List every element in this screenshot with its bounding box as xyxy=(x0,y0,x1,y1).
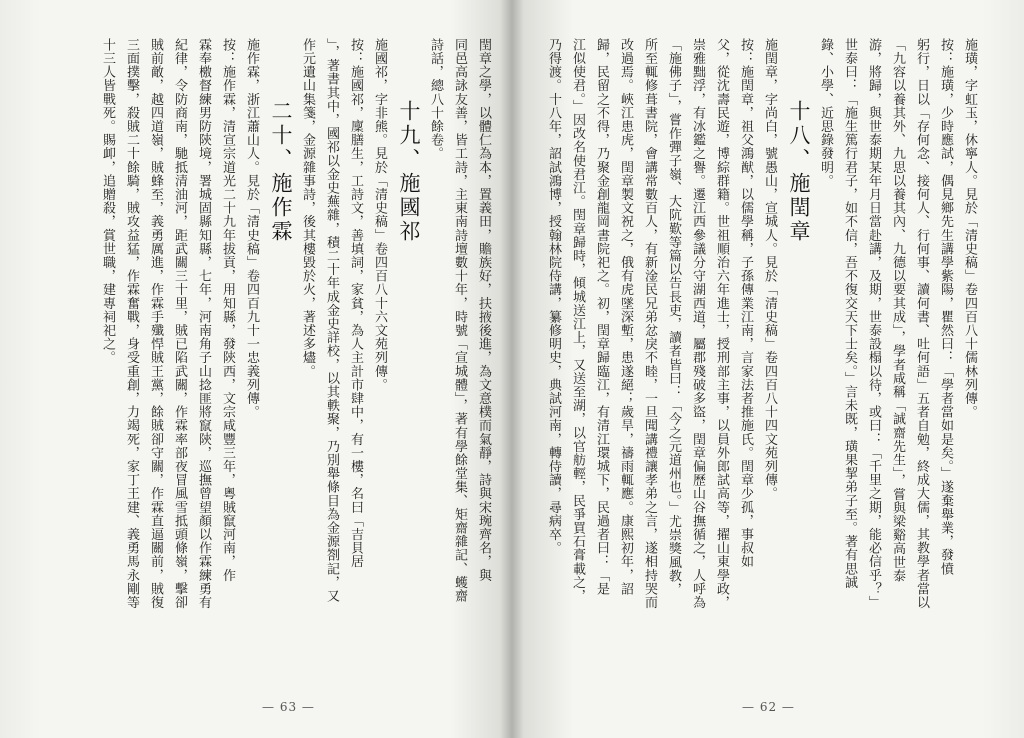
text-column: 同邑高詠友善，皆工詩，主東南詩壇數十年，時號「宣城體」，著有學餘堂集、矩齋雜記、蠖齋 xyxy=(452,38,467,603)
text-column: 紀律，令防商南，馳抵清油河，距武關三十里，賊已陷武關，作霖率部夜冒風雪抵頭條嶺，擊卻 xyxy=(172,38,187,610)
text-column: 「施佛子」，嘗作彈子嶺、大阬歎等篇以告長吏，讀者皆曰：「今之元道州也。」尤崇獎風教， xyxy=(666,38,681,597)
section-heading: 十八、施閏章 xyxy=(787,100,811,244)
text-column: 十三人皆戰死。賜卹，追贈殺，賞世職，建專祠祀之。 xyxy=(100,38,115,365)
text-column: 三面撲擊，殺賊二十餘騎，賊攻益猛，作霖奮戰，身受重創，力竭死，家丁王建、義勇馬永剛等 xyxy=(124,38,139,610)
section-heading: 十九、施國祁 xyxy=(397,100,421,244)
text-column: 崇雅黜浮，有冰鑑之譽。遷江西參議分守湖西道，屬郡殘破多盜，閏章偏歷山谷撫循之，人呼為 xyxy=(690,38,705,610)
text-column: 按：施國祁，廩膳生，工詩文，善填詞，家貧，為人主計市肆中，有一樓，名曰「吉貝居 xyxy=(348,38,363,569)
text-column: 閏章之學，以體仁為本，置義田，贍族好，扶掖後進，為文意樸而氣靜，詩與宋琬齊名，與 xyxy=(476,38,491,582)
page-number: — 63 — xyxy=(262,700,315,714)
book-gutter xyxy=(500,0,524,738)
text-column: 躬行，日以「存何念、接何人、行何事、讀何書、吐何語」五者自勉，終成大儒，其教學者當以 xyxy=(914,38,929,610)
text-column: 按：施璜，少時應試，偶見鄉先生講學紫陽，瞿然曰：「學者當如是矣。」遂棄舉業，發憤 xyxy=(938,38,953,576)
text-column: 歸，民留之不得，乃聚金創龍岡書院祀之。初，閏章歸臨江，有清江環城下，民過者曰：「是 xyxy=(594,38,609,596)
text-column: 霖奉檄督練男防陝境，署城固縣知縣，七年，河南角子山捻匪將竄陝，巡撫曾望顏以作霖練勇有 xyxy=(196,38,211,610)
text-column: 游，將歸，與世泰期某年月日當赴講，及期，世泰設榻以待，或曰：「千里之期，能必信乎？」 xyxy=(866,38,881,610)
text-column: 按：施閏章，祖父鴻猷，以儒學稱，子孫傳業江南，言家法者推施氏。閏章少孤，事叔如 xyxy=(738,38,753,569)
text-column: 乃得渡。十八年，詔試鴻博，授翰林院侍講，纂修明史，典試河南，轉侍讀，尋病卒。 xyxy=(546,38,561,555)
text-column: 父，從沈壽民遊，博綜群籍。世祖順治六年進士，授刑部主事，以員外郎試高等，擢山東學政， xyxy=(714,38,729,610)
text-column: 詩話，總八十餘卷。 xyxy=(428,38,443,161)
text-column: 改過焉。峽江患虎，閏章製文祝之，俄有虎墜深塹，患遂絕；歲旱，禱雨輒應。康熙初年，詔 xyxy=(618,38,633,596)
text-column: 作元遺山集箋，金源雜事詩，後其樓毀於火，著述多燼。 xyxy=(300,38,315,378)
text-column: 江似使君。」因改名使君江。閏章歸時，傾城送江上，又送至湖，以官舫輕，民爭買石膏載之， xyxy=(570,38,585,603)
text-column: 施璜，字虹玉，休寧人。見於「清史稿」卷四百八十儒林列傳。 xyxy=(962,38,977,419)
text-column: 賊前敵，越四道嶺，賊蜂至，義勇厲進，作霖手殲悍賊王黨，餘賊卻守關，作霖直逼關前，賊復 xyxy=(148,38,163,610)
text-column: 所至輒修葺書院，會講常數百人，有新淦民兄弟忿戾不睦，一旦聞講禮讓孝弟之言，遂相持哭而 xyxy=(642,38,657,610)
text-column: 」，著書其中，國祁以金史蕪雜，積二十年成金史詳校，以其軼聚，乃別舉條目為金源劄記，又 xyxy=(324,38,339,603)
text-column: 按：施作霖，清宣宗道光二十九年拔貢，用知縣，發陝西，文宗咸豐三年，粵賊竄河南，作 xyxy=(220,38,235,582)
text-column: 施作霖，浙江蕭山人。見於「清史稿」卷四百九十一忠義列傳。 xyxy=(244,38,259,419)
text-column: 「九容以養其外、九思以養其內、九德以要其成」，學者咸稱「誠齋先生」，嘗與梁谿高世泰 xyxy=(890,38,905,583)
text-column: 錄、小學、近思錄發明。 xyxy=(818,38,833,188)
text-column: 施閏章，字尚白，號愚山，宣城人。見於「清史稿」卷四百八十四文苑列傳。 xyxy=(762,38,777,501)
text-column: 世泰曰：「施生篤行君子，如不信，吾不復交天下士矣。」言未既，璜果挈弟子至。著有思誠 xyxy=(842,38,857,590)
page-number: — 62 — xyxy=(742,700,795,714)
section-heading: 二十、施作霖 xyxy=(269,100,293,244)
text-column: 施國祁，字非熊。見於「清史稿」卷四百八十六文苑列傳。 xyxy=(372,38,387,392)
